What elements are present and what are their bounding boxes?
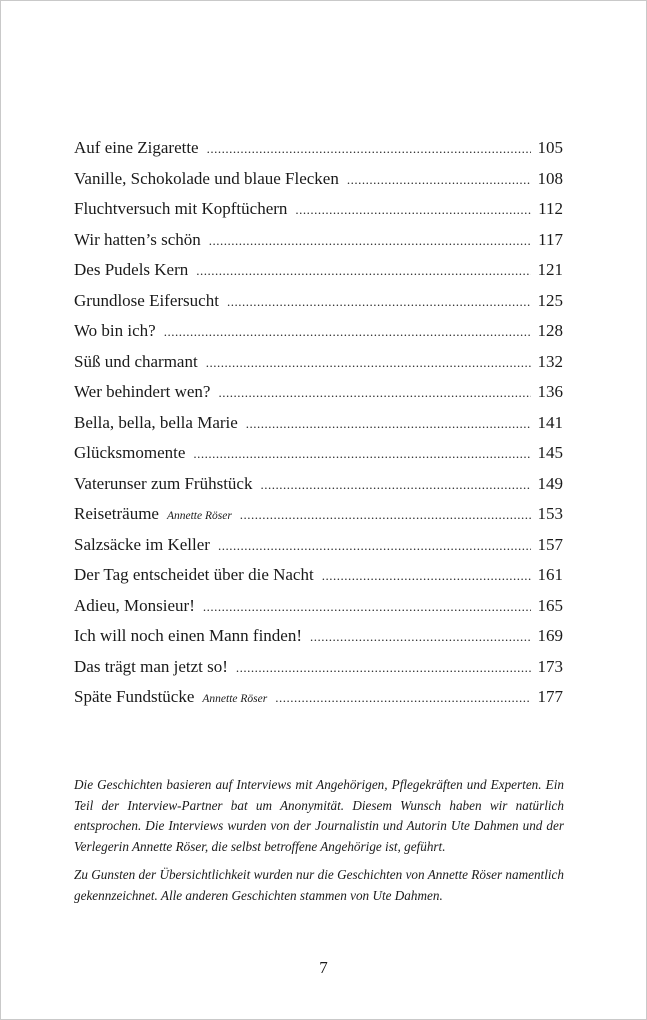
toc-entry-title: Wo bin ich? <box>74 321 156 340</box>
toc-entry-title: Ich will noch einen Mann finden! <box>74 626 303 645</box>
toc-entry <box>74 504 563 535</box>
toc-entry <box>74 352 563 383</box>
toc-dot-leader <box>218 385 530 401</box>
toc-entry-page: 121 <box>537 260 563 279</box>
toc-entry <box>74 626 563 657</box>
toc-entry-page: 112 <box>538 199 563 218</box>
toc-entry-page: 117 <box>538 229 563 249</box>
toc-dot-leader <box>206 355 531 371</box>
toc-dot-leader <box>310 629 530 645</box>
editorial-note <box>74 775 564 915</box>
toc-dot-leader <box>322 568 531 584</box>
toc-dot-leader <box>240 507 531 523</box>
toc-entry <box>74 230 563 261</box>
toc-entry-page: 108 <box>537 168 563 188</box>
toc-dot-leader <box>236 660 531 676</box>
toc-entry-title: Grundlose Eifersucht <box>74 290 219 310</box>
toc-dot-leader <box>196 263 530 279</box>
toc-entry-page: 141 <box>537 412 563 432</box>
toc-dot-leader <box>207 141 531 157</box>
toc-entry-page: 149 <box>537 473 563 493</box>
note-paragraph-interviews: Die Geschichten basieren auf Interviews mit Angehörigen, Pflegekräften und Experten. Ein Teil der Interview-Partner bat um Anonymität. Diesem Wunsch haben wir natürlich entsprochen. Die Interviews wurden von der Journalistin und Autorin Ute Dahmen und der Verlegerin Annette Röser, die selbst betroffene Angehörige ist, geführt. <box>74 777 564 854</box>
toc-entry <box>74 535 563 566</box>
toc-entry-title: Späte Fundstücke Annette Röser <box>74 687 268 706</box>
toc-entry-page: 161 <box>537 565 563 584</box>
toc-entry-author: Annette Röser <box>202 693 268 705</box>
toc-entry-title: Adieu, Monsieur! <box>74 595 195 615</box>
toc-dot-leader <box>347 172 531 188</box>
toc-entry-page: 165 <box>537 595 563 615</box>
toc-dot-leader <box>246 416 531 432</box>
toc-dot-leader <box>275 690 530 706</box>
toc-dot-leader <box>209 233 531 249</box>
note-paragraph-attribution: Zu Gunsten der Übersichtlichkeit wurden nur die Geschichten von Annette Röser namentlich gekennzeichnet. Alle anderen Geschichten stammen von Ute Dahmen. <box>74 867 564 903</box>
toc-entry-title: Fluchtversuch mit Kopftüchern <box>74 199 288 218</box>
toc-entry-page: 105 <box>537 138 563 157</box>
toc-entry <box>74 138 563 169</box>
toc-entry <box>74 413 563 444</box>
toc-dot-leader <box>193 446 530 462</box>
toc-entry-title: Reiseträume Annette Röser <box>74 504 232 523</box>
toc-entry-title: Auf eine Zigarette <box>74 138 199 157</box>
toc-entry-title: Bella, bella, bella Marie <box>74 412 238 432</box>
toc-entry <box>74 596 563 627</box>
toc-entry <box>74 657 563 688</box>
toc-entry <box>74 565 563 596</box>
toc-entry-title: Salzsäcke im Keller <box>74 534 210 554</box>
toc-entry-title: Wer behindert wen? <box>74 382 211 401</box>
toc-entry <box>74 382 563 413</box>
toc-entry <box>74 443 563 474</box>
toc-entry-page: 125 <box>537 290 563 310</box>
toc-dot-leader <box>295 202 531 218</box>
toc-entry-page: 169 <box>537 626 563 645</box>
toc-entry <box>74 687 563 718</box>
toc-dot-leader <box>218 538 531 554</box>
toc-dot-leader <box>260 477 530 493</box>
toc-entry-title: Das trägt man jetzt so! <box>74 656 228 676</box>
toc-dot-leader <box>164 324 531 340</box>
toc-entry-title: Des Pudels Kern <box>74 260 189 279</box>
toc-entry-title: Vanille, Schokolade und blaue Flecken <box>74 168 339 188</box>
toc-entry-page: 136 <box>537 382 563 401</box>
toc-entry-page: 153 <box>537 504 563 523</box>
toc-entry <box>74 169 563 200</box>
page-number: 7 <box>319 958 328 977</box>
table-of-contents <box>74 138 563 718</box>
toc-entry-page: 173 <box>537 656 563 676</box>
toc-entry-page: 132 <box>537 351 563 371</box>
toc-entry-title: Vaterunser zum Frühstück <box>74 473 253 493</box>
toc-entry-author: Annette Röser <box>166 510 232 522</box>
toc-entry-page: 145 <box>537 443 563 462</box>
toc-entry-title: Der Tag entscheidet über die Nacht <box>74 565 314 584</box>
toc-entry <box>74 199 563 230</box>
toc-entry-title: Süß und charmant <box>74 351 198 371</box>
toc-dot-leader <box>227 294 531 310</box>
toc-dot-leader <box>203 599 531 615</box>
toc-entry <box>74 291 563 322</box>
toc-entry <box>74 321 563 352</box>
toc-entry-page: 157 <box>537 534 563 554</box>
toc-entry-title: Wir hatten’s schön <box>74 229 201 249</box>
toc-entry <box>74 474 563 505</box>
toc-entry-title: Glücksmomente <box>74 443 186 462</box>
toc-entry-page: 177 <box>537 687 563 706</box>
toc-entry-page: 128 <box>537 321 563 340</box>
toc-entry <box>74 260 563 291</box>
